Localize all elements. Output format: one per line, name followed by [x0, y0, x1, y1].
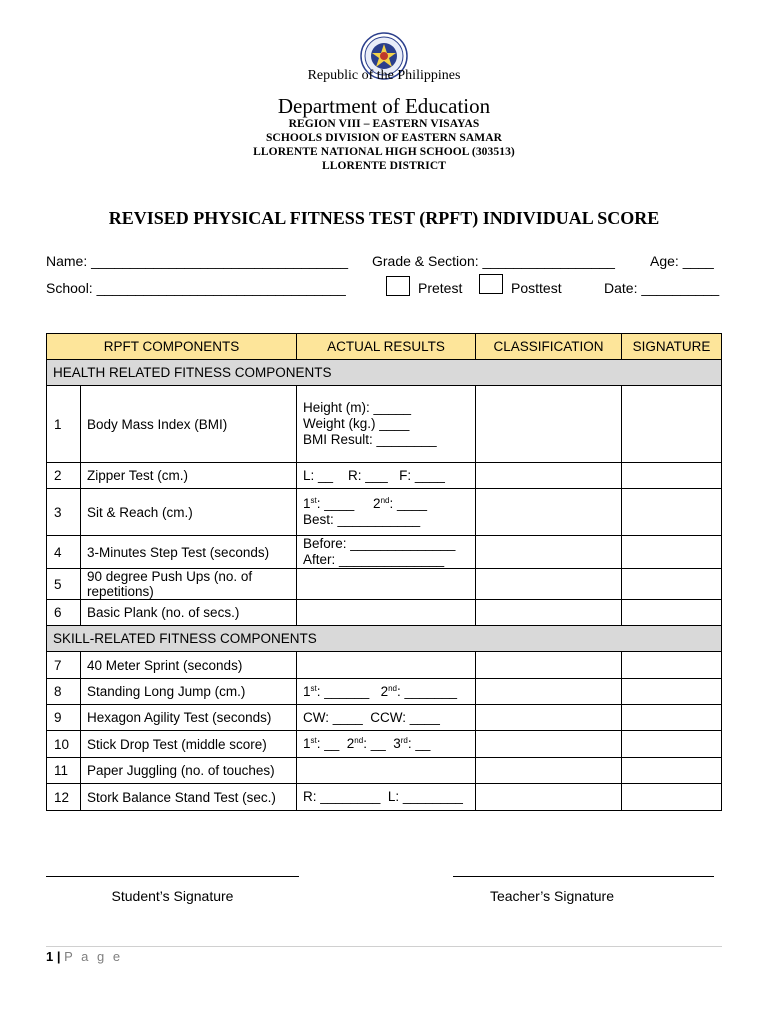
row-number: 5: [47, 569, 81, 600]
row-number: 11: [47, 758, 81, 784]
result-line: R: ________ L: ________: [303, 789, 463, 804]
row-number: 6: [47, 600, 81, 626]
result-line: Weight (kg.) ____: [303, 416, 410, 431]
table-row: [47, 731, 722, 758]
signature-cell[interactable]: [622, 386, 722, 463]
component-name: Body Mass Index (BMI): [81, 386, 297, 463]
result-line: Before: ______________: [303, 536, 456, 551]
footer-divider: [46, 946, 722, 947]
row-number: 9: [47, 705, 81, 731]
component-name: Paper Juggling (no. of touches): [81, 758, 297, 784]
table-row: [47, 536, 722, 569]
classification-cell[interactable]: [476, 705, 622, 731]
division-line: SCHOOLS DIVISION OF EASTERN SAMAR: [265, 132, 503, 144]
form-title: REVISED PHYSICAL FITNESS TEST (RPFT) INDIVIDUAL SCORE: [108, 208, 660, 228]
row-number: 12: [47, 784, 81, 811]
signature-cell[interactable]: [622, 569, 722, 600]
actual-results-cell[interactable]: [297, 705, 476, 731]
header-rpft-components: RPFT COMPONENTS: [47, 334, 297, 360]
signature-cell[interactable]: [622, 758, 722, 784]
row-number: 4: [47, 536, 81, 569]
classification-cell[interactable]: [476, 652, 622, 679]
row-number: 1: [47, 386, 81, 463]
table-row: [47, 600, 722, 626]
header-classification: CLASSIFICATION: [476, 334, 622, 360]
actual-results-cell[interactable]: [297, 652, 476, 679]
classification-cell[interactable]: [476, 784, 622, 811]
page-number: 1: [46, 949, 54, 964]
component-name: 40 Meter Sprint (seconds): [81, 652, 297, 679]
component-name: Stork Balance Stand Test (sec.): [81, 784, 297, 811]
actual-results-cell[interactable]: [297, 386, 476, 463]
result-line: 1st: ____ 2nd: ____: [303, 496, 428, 511]
district-line: LLORENTE DISTRICT: [321, 160, 447, 172]
posttest-label: Posttest: [511, 280, 562, 296]
signature-cell[interactable]: [622, 731, 722, 758]
department-heading: Department of Education: [277, 94, 491, 118]
age-field[interactable]: Age: ____: [650, 253, 714, 269]
component-name: Hexagon Agility Test (seconds): [81, 705, 297, 731]
component-name: Standing Long Jump (cm.): [81, 679, 297, 705]
student-signature-line[interactable]: [46, 876, 299, 877]
classification-cell[interactable]: [476, 758, 622, 784]
classification-cell[interactable]: [476, 731, 622, 758]
teacher-signature-label: Teacher’s Signature: [489, 888, 614, 904]
page-label: P a g e: [64, 949, 123, 964]
row-number: 2: [47, 463, 81, 489]
result-line: Best: ___________: [303, 512, 421, 527]
result-line: 1st: ______ 2nd: _______: [303, 683, 458, 699]
page-footer: [46, 949, 123, 964]
result-line: 1st: __ 2nd: __ 3rd: __: [303, 736, 431, 751]
table-row: [47, 463, 722, 489]
header-signature: SIGNATURE: [622, 334, 722, 360]
table-row: [47, 679, 722, 705]
row-number: 3: [47, 489, 81, 536]
signature-cell[interactable]: [622, 463, 722, 489]
classification-cell[interactable]: [476, 600, 622, 626]
classification-cell[interactable]: [476, 536, 622, 569]
component-name: Sit & Reach (cm.): [81, 489, 297, 536]
actual-results-cell[interactable]: [297, 679, 476, 705]
row-number: 7: [47, 652, 81, 679]
school-name-line: LLORENTE NATIONAL HIGH SCHOOL (303513): [253, 146, 515, 158]
actual-results-cell[interactable]: [297, 758, 476, 784]
classification-cell[interactable]: [476, 679, 622, 705]
result-line: BMI Result: ________: [303, 432, 437, 447]
header-actual-results: ACTUAL RESULTS: [297, 334, 476, 360]
section-row-health: [47, 360, 722, 386]
table-row: [47, 569, 722, 600]
table-row: [47, 386, 722, 463]
rpft-score-table: [46, 333, 722, 811]
section-health-label: HEALTH RELATED FITNESS COMPONENTS: [47, 360, 722, 386]
posttest-checkbox[interactable]: [479, 274, 503, 294]
classification-cell[interactable]: [476, 489, 622, 536]
component-name: Stick Drop Test (middle score): [81, 731, 297, 758]
name-field[interactable]: Name: _________________________________: [46, 253, 349, 269]
table-row: [47, 705, 722, 731]
classification-cell[interactable]: [476, 569, 622, 600]
signature-cell[interactable]: [622, 489, 722, 536]
section-skill-label: SKILL-RELATED FITNESS COMPONENTS: [47, 626, 722, 652]
component-name: 90 degree Push Ups (no. of repetitions): [81, 569, 297, 600]
table-header-row: [47, 334, 722, 360]
component-name: 3-Minutes Step Test (seconds): [81, 536, 297, 569]
pretest-checkbox[interactable]: [386, 276, 410, 296]
row-number: 10: [47, 731, 81, 758]
table-row: [47, 652, 722, 679]
footer-separator: |: [56, 949, 61, 964]
signature-cell[interactable]: [622, 679, 722, 705]
signature-cell[interactable]: [622, 784, 722, 811]
table-row: [47, 489, 722, 536]
signature-cell[interactable]: [622, 705, 722, 731]
actual-results-cell[interactable]: [297, 600, 476, 626]
result-line: CW: ____ CCW: ____: [303, 709, 440, 725]
actual-results-cell[interactable]: [297, 489, 476, 536]
result-line: Height (m): _____: [303, 400, 412, 415]
republic-heading: Republic of the Philippines: [307, 68, 461, 83]
table-row: [47, 784, 722, 811]
student-signature-label: Student’s Signature: [111, 888, 234, 904]
classification-cell[interactable]: [476, 386, 622, 463]
teacher-signature-line[interactable]: [453, 876, 714, 877]
actual-results-cell[interactable]: [297, 569, 476, 600]
region-line: REGION VIII – EASTERN VISAYAS: [288, 118, 480, 130]
signature-cell[interactable]: [622, 652, 722, 679]
component-name: Basic Plank (no. of secs.): [81, 600, 297, 626]
actual-results-cell[interactable]: [297, 463, 476, 489]
date-field[interactable]: Date: __________: [604, 280, 720, 296]
classification-cell[interactable]: [476, 463, 622, 489]
row-number: 8: [47, 679, 81, 705]
actual-results-cell[interactable]: [297, 536, 476, 569]
result-line: After: ______________: [303, 552, 445, 567]
school-field[interactable]: School: ________________________________: [46, 280, 346, 296]
grade-section-field[interactable]: Grade & Section: _________________: [372, 253, 615, 269]
result-line: L: __ R: ___ F: ____: [303, 467, 445, 483]
actual-results-cell[interactable]: [297, 784, 476, 811]
actual-results-cell[interactable]: [297, 731, 476, 758]
signature-cell[interactable]: [622, 600, 722, 626]
pretest-label: Pretest: [418, 280, 463, 296]
component-name: Zipper Test (cm.): [81, 463, 297, 489]
table-row: [47, 758, 722, 784]
section-row-skill: [47, 626, 722, 652]
signature-cell[interactable]: [622, 536, 722, 569]
